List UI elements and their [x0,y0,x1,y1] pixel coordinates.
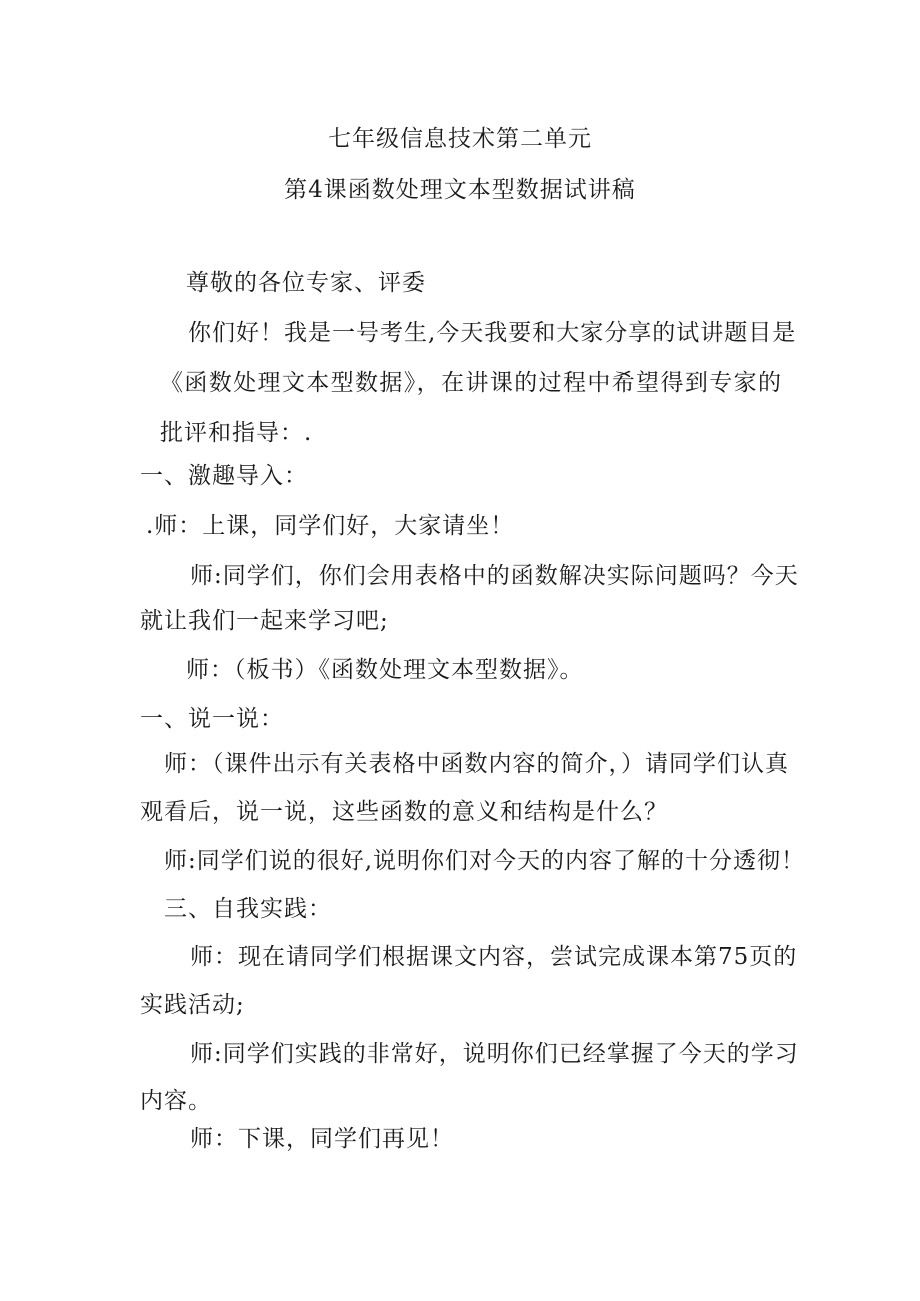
salutation-line: 尊敬的各位专家、评委 [186,270,426,296]
paragraph-line: 内容。 [140,1088,212,1114]
section-heading: 三、自我实践： [164,896,332,922]
paragraph-line: 师：现在请同学们根据课文内容，尝试完成课本第75页的 [190,944,798,970]
paragraph-line: 师:同学们实践的非常好，说明你们已经掌握了今天的学习 [190,1041,799,1067]
document-title-line-2: 第4课函数处理文本型数据试讲稿 [284,177,636,203]
paragraph-line: 观看后，说一说，这些函数的意义和结构是什么？ [140,799,668,825]
paragraph-line: 师：（板书）《函数处理文本型数据》。 [186,657,584,683]
section-heading: 一、说一说： [140,706,284,732]
paragraph-line: 《函数处理文本型数据》，在讲课的过程中希望得到专家的 [160,370,782,396]
paragraph-line: 批评和指导：. [160,420,313,446]
section-heading: 一、激趣导入： [140,463,308,489]
paragraph-line: .师：上课，同学们好，大家请坐！ [146,513,515,539]
document-title-line-1: 七年级信息技术第二单元 [328,126,592,152]
paragraph-line: 师：（课件出示有关表格中函数内容的简介，）请同学们认真 [164,751,789,777]
paragraph-line: 师:同学们说的很好,说明你们对今天的内容了解的十分透彻！ [164,848,806,874]
paragraph-line: 你们好！我是一号考生,今天我要和大家分享的试讲题目是 [188,320,797,346]
paragraph-line: 师:同学们，你们会用表格中的函数解决实际问题吗？今天 [190,563,799,589]
paragraph-line: 实践活动; [140,992,245,1018]
paragraph-line: 师：下课，同学们再见！ [190,1126,454,1152]
paragraph-line: 就让我们一起来学习吧; [140,608,389,634]
